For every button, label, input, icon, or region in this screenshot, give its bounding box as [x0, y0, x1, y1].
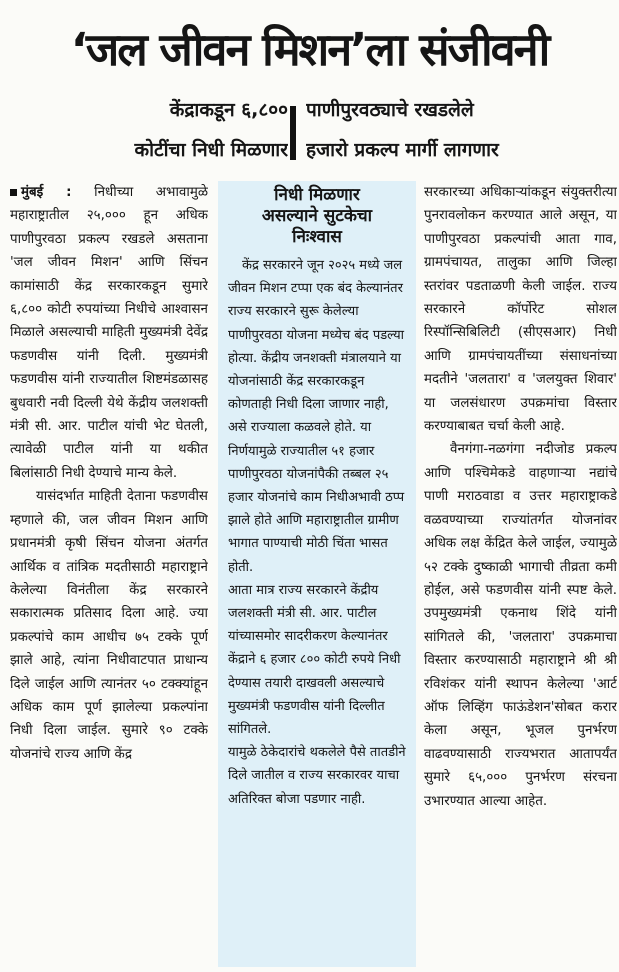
box-title-line3: निःश्वास — [292, 227, 342, 247]
subhead-left — [36, 90, 288, 172]
article-column-3 — [424, 181, 617, 967]
sidebar-box — [218, 181, 416, 967]
sidebar-box-body — [218, 254, 416, 811]
subhead-left-line1: केंद्राकडून ६,८०० — [169, 99, 288, 121]
box-title-line1: निधी मिळणार — [274, 185, 360, 205]
article-column-1 — [10, 181, 208, 967]
subhead-right-line2: हजारो प्रकल्प मार्गी लागणार — [306, 139, 499, 161]
dateline-place: मुंबई : — [21, 185, 72, 200]
subhead-right-line1: पाणीपुरवठ्याचे रखडलेले — [306, 99, 474, 121]
square-bullet-icon — [10, 189, 17, 196]
box-paragraph-1: केंद्र सरकारने जून २०२५ मध्ये जल जीवन मिशन टप्पा एक बंद केल्यानंतर राज्य सरकारने सुरू केलेल्या पाणीपुरवठा योजना मध्येच बंद पडल्या होत्या. केंद्रीय जनशक्ती मंत्रालयाने या योजनांसाठी केंद्र सरकारकडून कोणताही निधी दिला जाणार नाही, असे राज्याला कळवले होते. या निर्णयामुळे राज्यातील ५१ हजार पाणीपुरवठा योजनांपैकी तब्बल २५ हजार योजनांचे काम निधीअभावी ठप्प झाले होते आणि महाराष्ट्रातील ग्रामीण भागात पाण्याची मोठी चिंता भासत होती. — [228, 258, 405, 575]
box-paragraph-2: आता मात्र राज्य सरकारने केंद्रीय जलशक्ती मंत्री सी. आर. पाटील यांच्यासमोर सादरीकरण केल्यानंतर केंद्राने ६ हजार ८०० कोटी रुपये निधी देण्यास तयारी दाखवली असल्याचे मुख्यमंत्री फडणवीस यांनी दिल्लीत सांगितले. — [228, 582, 401, 738]
subhead-left-line2: कोटींचा निधी मिळणार — [134, 139, 288, 161]
top-edge-strip — [0, 0, 619, 14]
box-paragraph-3: यामुळे ठेकेदारांचे थकलेले पैसे तातडीने दिले जातील व राज्य सरकारवर याचा अतिरिक्त बोजा पडणार नाही. — [228, 745, 406, 807]
subhead-right — [306, 90, 606, 172]
box-title-line2: असल्याने सुटकेचा — [261, 206, 373, 226]
col1-paragraph-2: यासंदर्भात माहिती देताना फडणवीस म्हणाले की, जल जीवन मिशन आणि प्रधानमंत्री कृषी सिंचन योजना अंतर्गत आर्थिक व तांत्रिक मदतीसाठी महाराष्ट्राने केलेल्या विनंतीला केंद्र सरकारने सकारात्मक प्रतिसाद दिला आहे. ज्या प्रकल्पांचे काम आधीच ७५ टक्के पूर्ण झाले आहे, त्यांना निधीवाटपात प्राधान्य दिले जाईल आणि त्यानंतर ५० टक्क्यांहून अधिक काम पूर्ण झालेल्या प्रकल्पांना निधी दिला जाईल. सुमारे ९० टक्के योजनांचे राज्य आणि केंद्र — [10, 489, 208, 762]
col1-paragraph-1 — [10, 181, 208, 485]
col3-paragraph-1: सरकारच्या अधिकाऱ्यांकडून संयुक्तरीत्या पुनरावलोकन करण्यात आले असून, या पाणीपुरवठा प्रकल्पांची आता गाव, ग्रामपंचायत, तालुका आणि जिल्हा स्तरांवर पडताळणी केली जाईल. राज्य सरकारने कॉर्पोरेट सोशल रिस्पॉन्सिबिलिटी (सीएसआर) निधी आणि ग्रामपंचायतींच्या संसाधनांच्या मदतीने 'जलतारा' व 'जलयुक्त शिवार' या जलसंधारण उपक्रमांचा विस्तार करण्याबाबत चर्चा केली आहे. — [424, 185, 617, 435]
headline: ‘जल जीवन मिशन’ला संजीवनी — [70, 23, 549, 76]
col3-paragraph-2: वैनगंगा-नळगंगा नदीजोड प्रकल्प आणि पश्चिमेकडे वाहणाऱ्या नद्यांचे पाणी मराठवाडा व उत्तर महाराष्ट्राकडे वळवण्याच्या राज्यांतर्गत योजनांवर अधिक लक्ष केंद्रित केले जाईल, ज्यामुळे ५२ टक्के दुष्काळी भागाची तीव्रता कमी होईल, असे फडणवीस यांनी स्पष्ट केले. उपमुख्यमंत्री एकनाथ शिंदे यांनी सांगितले की, 'जलतारा' उपक्रमाचा विस्तार करण्यासाठी महाराष्ट्राने श्री श्री रविशंकर यांनी स्थापन केलेल्या 'आर्ट ऑफ लिव्हिंग फाऊंडेशन'सोबत करार केला असून, भूजल पुनर्भरण वाढवण्यासाठी राज्यभरात आतापर्यंत सुमारे ६५,००० पुनर्भरण संरचना उभारण्यात आल्या आहेत. — [424, 442, 617, 809]
subhead-divider — [290, 106, 296, 160]
col1-paragraph-1-text: निधीच्या अभावामुळे महाराष्ट्रातील २५,००० हून अधिक पाणीपुरवठा प्रकल्प रखडले असताना 'जल जीवन मिशन' आणि सिंचन कामांसाठी केंद्र सरकारकडून सुमारे ६,८०० कोटी रुपयांच्या निधीचे आश्वासन मिळाले असल्याची माहिती मुख्यमंत्री देवेंद्र फडणवीस यांनी दिली. मुख्यमंत्री फडणवीस यांनी राज्यातील शिष्टमंडळासह बुधवारी नवी दिल्ली येथे केंद्रीय जलशक्ती मंत्री सी. आर. पाटील यांची भेट घेतली, त्यावेळी पाटील यांनी या थकीत बिलांसाठी निधी देण्याचे मान्य केले. — [10, 185, 208, 481]
sidebar-box-title — [218, 185, 416, 248]
